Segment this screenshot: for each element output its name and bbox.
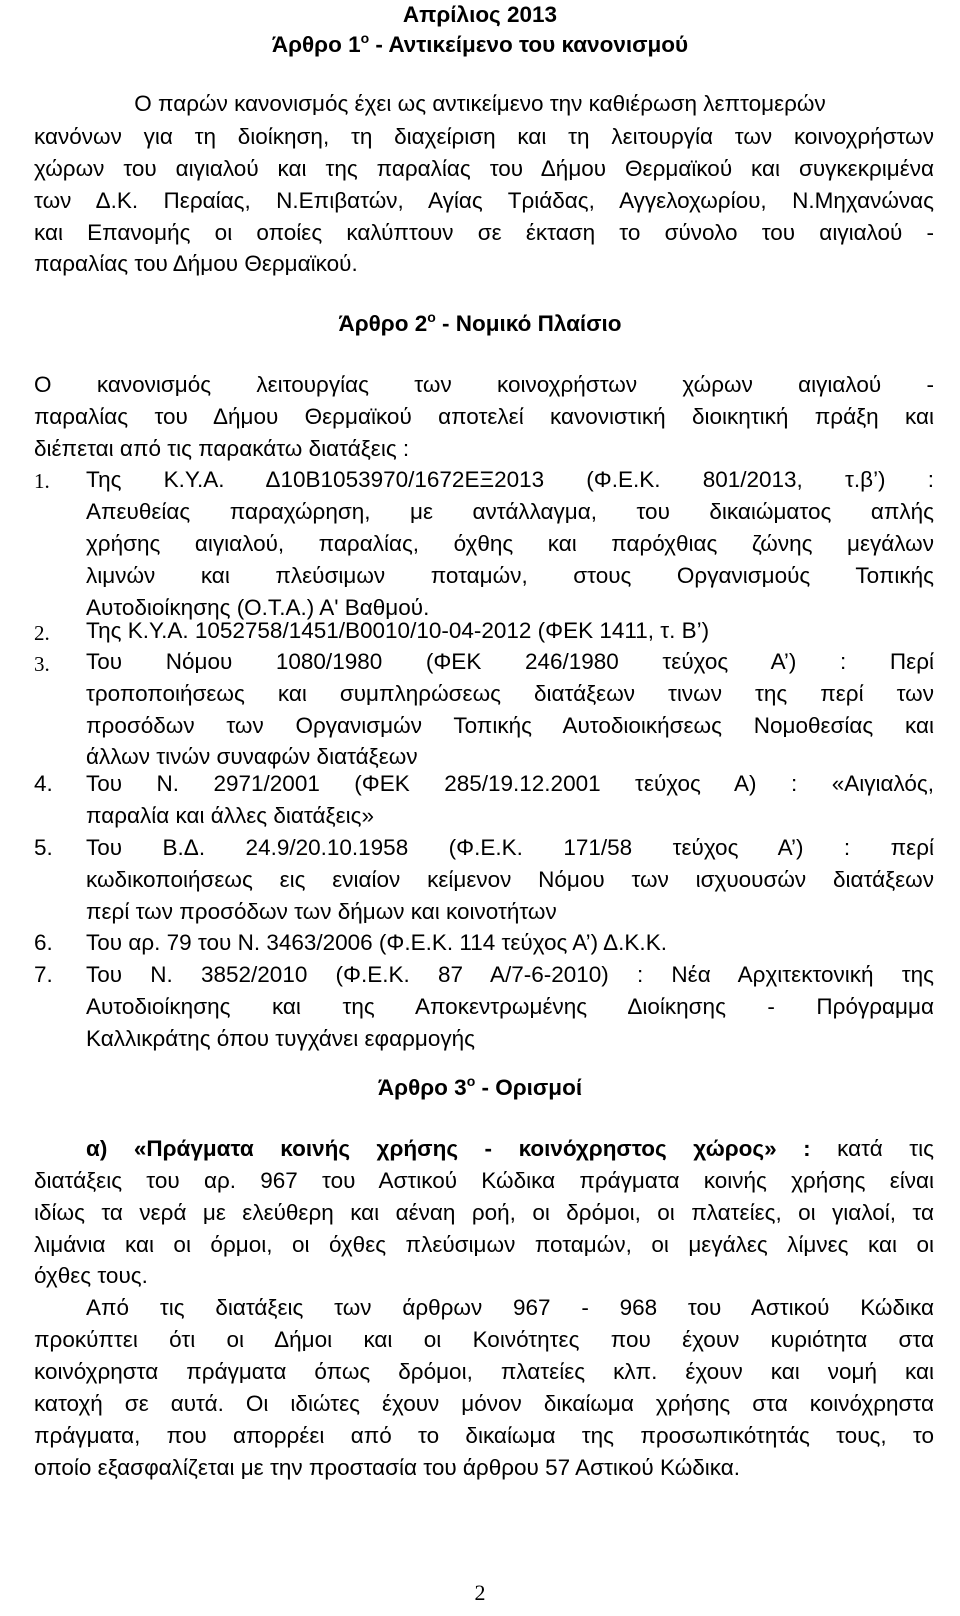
- page-number: 2: [474, 1580, 486, 1605]
- article-1-title-prefix: Άρθρο 1: [271, 32, 361, 57]
- ordinal-sup: ο: [466, 1073, 476, 1089]
- article-1-line: των Δ.Κ. Περαίας, Ν.Επιβατών, Αγίας Τριάδας, Αγγελοχωρίου, Ν.Μηχανώνας: [34, 188, 934, 213]
- definition-line: διατάξεις του αρ. 967 του Αστικού Κώδικα πράγματα κοινής χρήσης είναι: [34, 1168, 934, 1193]
- definition-term: α) «Πράγματα κοινής χρήσης - κοινόχρηστος χώρος» :: [86, 1136, 811, 1161]
- article-1-line: και Επανομής οι οποίες καλύπτουν σε έκταση το σύνολο του αιγιαλού -: [34, 220, 934, 245]
- list-number: 4.: [34, 771, 53, 796]
- definition-term-continuation: κατά τις: [810, 1136, 934, 1161]
- ordinal-sup: ο: [427, 309, 436, 325]
- list-number: 5.: [34, 835, 53, 860]
- legal-item-line: Του Ν. 2971/2001 (ΦΕΚ 285/19.12.2001 τεύχος Α) : «Αιγιαλός,: [86, 771, 934, 796]
- article-1-line: κανόνων για τη διοίκηση, τη διαχείριση και τη λειτουργία των κοινοχρήστων: [34, 124, 934, 149]
- list-number: 6.: [34, 930, 53, 955]
- legal-item-line: χρήσης αιγιαλού, παραλίας, όχθης και παρόχθιας ζώνης μεγάλων: [86, 531, 934, 556]
- legal-item-line: Της Κ.Υ.Α. 1052758/1451/Β0010/10-04-2012 (ΦΕΚ 1411, τ. Β’): [86, 618, 710, 643]
- article-2-title: [0, 311, 960, 337]
- definition-line: όχθες τους.: [34, 1263, 148, 1288]
- legal-item-line: Της Κ.Υ.Α. Δ10Β1053970/1672ΕΞ2013 (Φ.Ε.Κ. 801/2013, τ.β’) :: [86, 467, 934, 492]
- article-1-line: Ο παρών κανονισμός έχει ως αντικείμενο την καθιέρωση λεπτομερών: [134, 91, 826, 116]
- article-1-line: χώρων του αιγιαλού και της παραλίας του Δήμου Θερμαϊκού και συγκεκριμένα: [34, 156, 934, 181]
- paragraph-line: Από τις διατάξεις των άρθρων 967 - 968 του Αστικού Κώδικα: [86, 1295, 934, 1320]
- list-number: 7.: [34, 962, 53, 987]
- article-2-title-suffix: - Νομικό Πλαίσιο: [435, 311, 622, 336]
- definition-line: λιμάνια και οι όρμοι, οι όχθες πλεύσιμων ποταμών, οι μεγάλες λίμνες και οι: [34, 1232, 934, 1257]
- article-2-title-prefix: Άρθρο 2: [338, 311, 428, 336]
- legal-item-line: Του Ν. 3852/2010 (Φ.Ε.Κ. 87 Α/7-6-2010) : Νέα Αρχιτεκτονική της: [86, 962, 934, 987]
- paragraph-line: κοινόχρηστα πράγματα όπως δρόμοι, πλατείες κλπ. έχουν και νομή και: [34, 1359, 934, 1384]
- article-2-intro-line: Ο κανονισμός λειτουργίας των κοινοχρήστων χώρων αιγιαλού -: [34, 372, 934, 397]
- list-number: 2.: [34, 621, 50, 645]
- legal-item-line: Του Β.Δ. 24.9/20.10.1958 (Φ.Ε.Κ. 171/58 τεύχος Α’) : περί: [86, 835, 934, 860]
- legal-item-line: κωδικοποιήσεως εις ενιαίον κείμενον Νόμου των ισχυουσών διατάξεων: [86, 867, 934, 892]
- legal-item-line: παραλία και άλλες διατάξεις»: [86, 803, 374, 828]
- definition-heading-line: [86, 1136, 934, 1162]
- article-2-intro-line: παραλίας του Δήμου Θερμαϊκού αποτελεί κανονιστική διοικητική πράξη και: [34, 404, 934, 429]
- article-1-line: παραλίας του Δήμου Θερμαϊκού.: [34, 251, 358, 276]
- legal-item-line: περί των προσόδων των δήμων και κοινοτήτων: [86, 899, 557, 924]
- paragraph-line: κατοχή σε αυτά. Οι ιδιώτες έχουν μόνον δικαίωμα χρήσης στα κοινόχρηστα: [34, 1391, 934, 1416]
- article-2-intro-line: διέπεται από τις παρακάτω διατάξεις :: [34, 436, 410, 461]
- legal-item-line: Του αρ. 79 του Ν. 3463/2006 (Φ.Ε.Κ. 114 τεύχος Α’) Δ.Κ.Κ.: [86, 930, 667, 955]
- paragraph-line: πράγματα, που απορρέει από το δικαίωμα της προσωπικότητάς τους, το: [34, 1423, 934, 1448]
- document-date: Απρίλιος 2013: [402, 2, 558, 27]
- legal-item-line: Αυτοδιοίκησης (Ο.Τ.Α.) Α' Βαθμού.: [86, 595, 430, 620]
- article-3-title-prefix: Άρθρο 3: [377, 1075, 467, 1100]
- legal-item-line: Απευθείας παραχώρηση, με αντάλλαγμα, του δικαιώματος απλής: [86, 499, 934, 524]
- legal-item-line: τροποποιήσεως και συμπληρώσεως διατάξεων τινων της περί των: [86, 681, 934, 706]
- definition-line: ιδίως τα νερά με ελεύθερη και αέναη ροή, οι δρόμοι, οι πλατείες, οι γιαλοί, τα: [34, 1200, 934, 1225]
- article-3-title-suffix: - Ορισμοί: [475, 1075, 583, 1100]
- list-number: 1.: [34, 469, 50, 493]
- article-1-title: [0, 32, 960, 58]
- legal-item-line: Του Νόμου 1080/1980 (ΦΕΚ 246/1980 τεύχος Α’) : Περί: [86, 649, 934, 674]
- paragraph-line: οποίο εξασφαλίζεται με την προστασία του άρθρου 57 Αστικού Κώδικα.: [34, 1455, 741, 1480]
- article-1-title-suffix: - Αντικείμενο του κανονισμού: [369, 32, 689, 57]
- legal-item-line: Καλλικράτης όπου τυγχάνει εφαρμογής: [86, 1026, 475, 1051]
- legal-item-line: άλλων τινών συναφών διατάξεων: [86, 744, 418, 769]
- article-3-title: [0, 1075, 960, 1101]
- legal-item-line: προσόδων των Οργανισμών Τοπικής Αυτοδιοικήσεως Νομοθεσίας και: [86, 713, 934, 738]
- paragraph-line: προκύπτει ότι οι Δήμοι και οι Κοινότητες που έχουν κυριότητα στα: [34, 1327, 934, 1352]
- legal-item-line: Αυτοδιοίκησης και της Αποκεντρωμένης Διοίκησης - Πρόγραμμα: [86, 994, 934, 1019]
- list-number: 3.: [34, 652, 50, 676]
- legal-item-line: λιμνών και πλεύσιμων ποταμών, στους Οργανισμούς Τοπικής: [86, 563, 934, 588]
- ordinal-sup: ο: [360, 30, 370, 46]
